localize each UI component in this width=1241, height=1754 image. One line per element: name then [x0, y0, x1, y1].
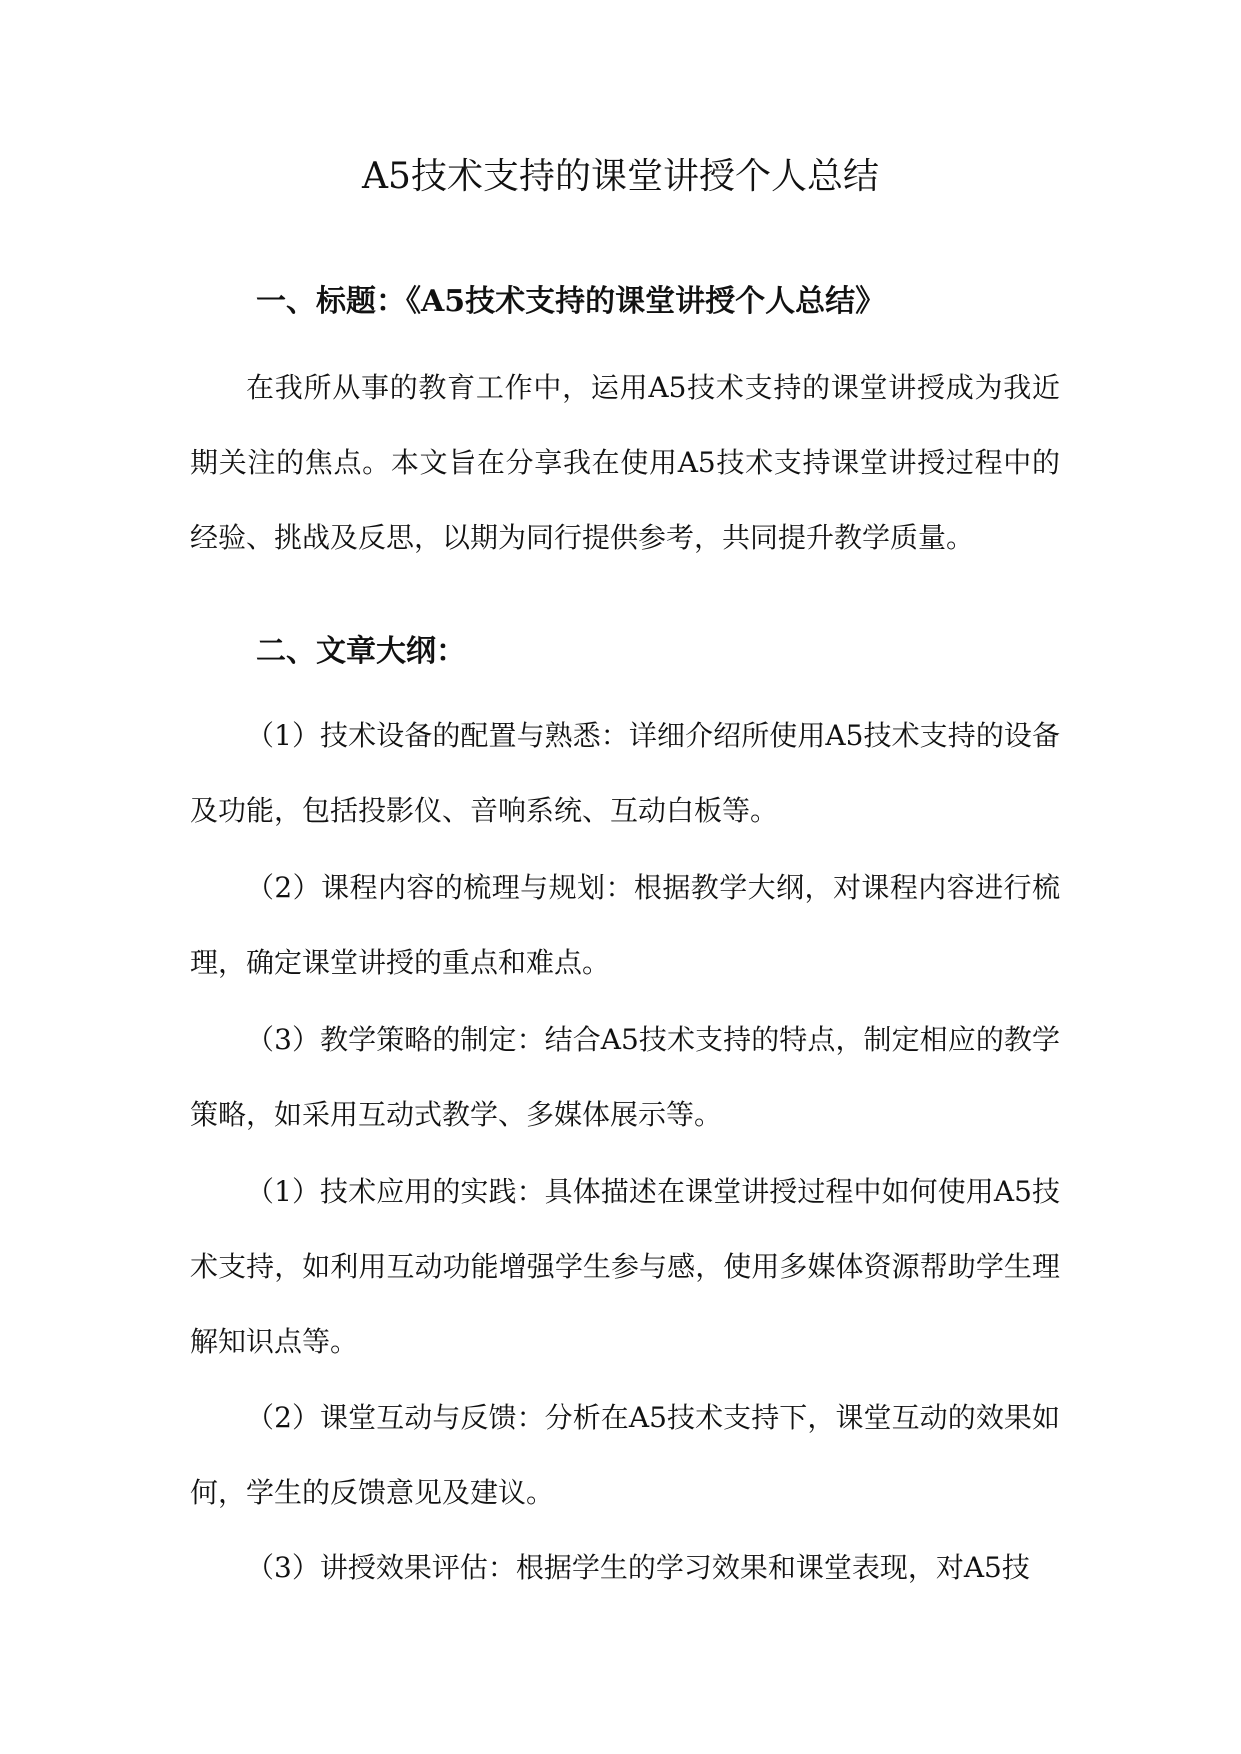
outline-item: （2）课堂互动与反馈：分析在A5技术支持下，课堂互动的效果如何，学生的反馈意见及建议。 [190, 1401, 1060, 1509]
document-title: A5技术支持的课堂讲授个人总结 [362, 156, 879, 197]
outline-item: （3）讲授效果评估：根据学生的学习效果和课堂表现，对A5技 [246, 1551, 1030, 1584]
outline-item: （1）技术应用的实践：具体描述在课堂讲授过程中如何使用A5技术支持，如利用互动功能增强学生参与感，使用多媒体资源帮助学生理解知识点等。 [190, 1175, 1060, 1358]
section-heading-outline: 二、文章大纲： [256, 634, 466, 669]
intro-paragraph: 在我所从事的教育工作中，运用A5技术支持的课堂讲授成为我近期关注的焦点。本文旨在分享我在使用A5技术支持课堂讲授过程中的经验、挑战及反思，以期为同行提供参考，共同提升教学质量。 [190, 371, 1060, 554]
section-heading-title: 一、标题：《A5技术支持的课堂讲授个人总结》 [256, 284, 886, 319]
outline-item: （3）教学策略的制定：结合A5技术支持的特点，制定相应的教学策略，如采用互动式教学、多媒体展示等。 [190, 1023, 1060, 1131]
outline-item: （1）技术设备的配置与熟悉：详细介绍所使用A5技术支持的设备及功能，包括投影仪、音响系统、互动白板等。 [190, 719, 1060, 827]
outline-item: （2）课程内容的梳理与规划：根据教学大纲，对课程内容进行梳理，确定课堂讲授的重点和难点。 [190, 871, 1060, 979]
